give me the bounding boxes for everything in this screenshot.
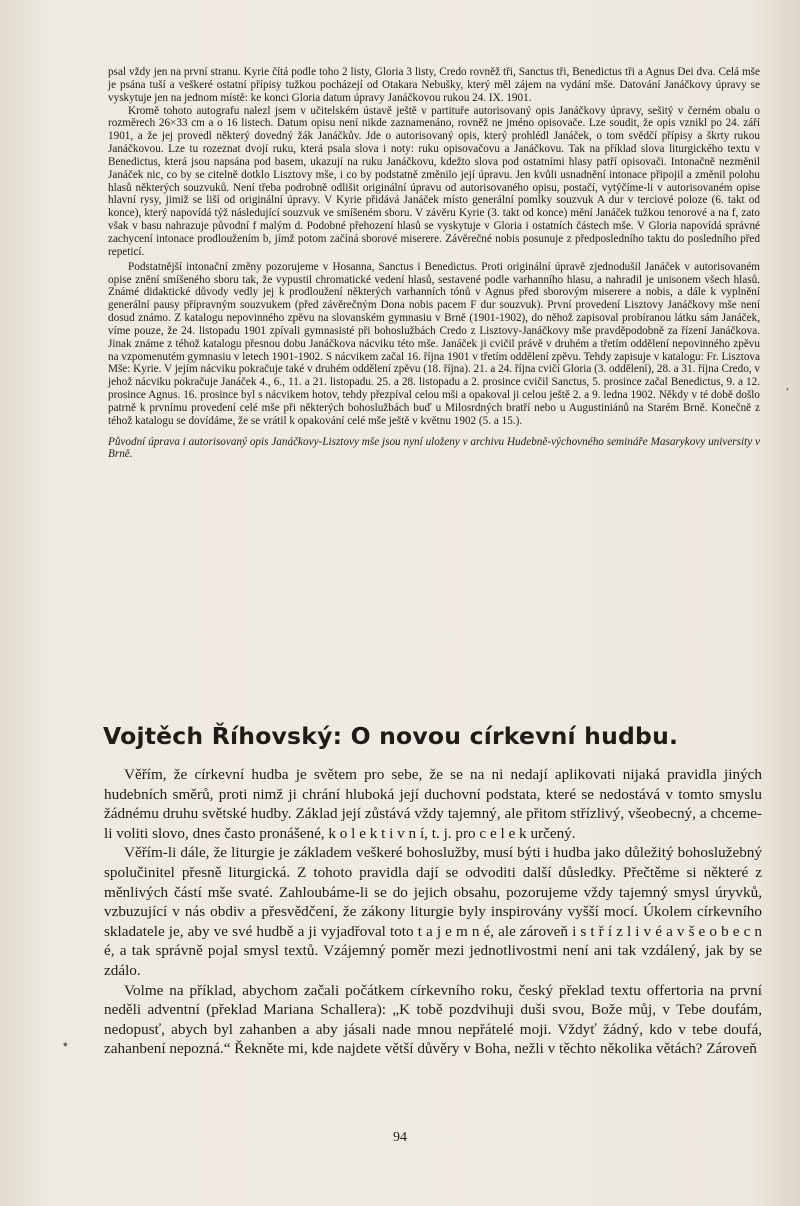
article-body: [104, 765, 762, 1059]
paragraph: Podstatnější intonační změny pozorujeme v Hosanna, Sanctus i Benedictus. Proti originální úpravě zjednodušil Janáček v autorisovaném opise znění smíšeného sboru tak, že vypustil chromatické vedení hlasů, sestavené podle varhanního hlasu, a nahradil je unisonem všech hlasů. Známé didaktické důvody vedly jej k prodloužení některých varhanních tónů v Agnus před sborovým miserere a nobis, a dále k vyplnění generální pausy přípravným souzvukem (před závěrečným Dona nobis pacem F dur souzvuk). První provedení Lisztovy Janáčkovy mše není dosud známo. Z katalogu nepovinného zpěvu na slovanském gymnasiu v Brně (1901-1902), do něhož zapisoval probíranou látku sám Janáček, víme pouze, že 24. listopadu 1901 zpívali gymnasisté při bohoslužbách Credo z Lisztovy-Janáčkovy mše pravděpodobně za řízení Janáčkova. Jinak známe z téhož katalogu přesnou dobu Janáčkova nácviku této mše. Janáček ji cvičil právě v druhém a třetím oddělení nepovinného zpěvu na vzpomenutém gymnasiu v letech 1901-1902. S nácvikem začal 16. října 1901 v třetím oddělení zpěvu. Tehdy zapisuje v katalogu: Fr. Lisztova Mše: Kyrie. V jejím nácviku pokračuje také v druhém oddělení zpěvu (18. října). 21. a 24. října cvičí Gloria (3. oddělení), 28. a 31. října Credo, v jehož nácviku pokračuje Janáček 4., 6., 11. a 21. listopadu. 25. a 28. listopadu a 2. prosince cvičil Sanctus, 5. prosince začal Benedictus, 9. a 12. prosince Agnus. 16. prosince byl s nácvikem hotov, tehdy přezpíval celou mši a opakoval ji celou ještě 2. a 9. ledna 1902. Někdy v té době došlo patrně k prvnímu provedení celé mše při některých bohoslužbách buď u Milosrdných bratří nebo u Augustiniánů na Starém Brně. Konečně z téhož katalogu se dovídáme, že se vrátil k opakování celé mše ještě v květnu 1902 (5. a 15.).: [108, 260, 761, 427]
paragraph: psal vždy jen na první stranu. Kyrie čítá podle toho 2 listy, Gloria 3 listy, Credo rovněž tři, Sanctus tři, Benedictus tři a Agnus Dei dva. Celá mše je psána tuší a veškeré ostatní přípisy tužkou pocházejí od Otakara Nebušky, který měl zájem na vydání mše. Datování Janáčkovy úpravy se vyskytuje jen na jednom místě: ke konci Gloria datum úpravy Janáčkovou rukou 24. IX. 1901.: [108, 66, 760, 104]
paragraph: Věřím, že církevní hudba je světem pro sebe, že se na ni nedají aplikovati nijaká pravidla jiných hudebních směrů, proti nimž ji chrání hluboká její duchovní podstata, které se nedostává v tomto smyslu žádnému druhu světské hudby. Základ její zůstává vždy tajemný, ale přitom střízlivý, všeobecný, a chceme-li voliti slovo, dnes často pronášené, k o l e k t i v n í, t. j. pro c e l e k určený.: [104, 766, 762, 842]
previous-article-text: [108, 66, 760, 461]
paragraph: Volme na příklad, abychom začali počátkem církevního roku, český překlad textu offertoria na první neděli adventní (překlad Mariana Schallera): „K tobě pozdvihuji duši svou, Bože můj, v Tebe doufám, nedopusť, abych byl zahanben a aby jásali nade mnou nepřátelé moji. Vždyť žádný, kdo v tebe doufá, zahanbení nepozná.“ Řekněte mi, kde najdete větší důvěry v Boha, nežli v těchto několika větách? Zároveň: [104, 981, 762, 1058]
margin-mark: ٭: [62, 1037, 69, 1051]
margin-mark: ,: [786, 378, 789, 392]
article-heading: Vojtěch Říhovský: O novou církevní hudbu.: [103, 722, 679, 750]
paragraph: Kromě tohoto autografu nalezl jsem v učitelském ústavě ještě v partituře autorisovaný opis Janáčkovy úpravy, sešitý v černém obalu o rozměrech 26×33 cm a o 16 listech. Datum opisu není nikde zaznamenáno, rovněž ne jméno opisovače. Lze soudit, že opis vznikl po 24. září 1901, a že jej provedl některý dovedný žák Janáčkův. Jde o autorisovaný opis, který prohlédl Janáček, o tom svědčí přípisy a škrty rukou Janáčkovou. Lze tu rozeznat dvojí ruku, která psala slova i noty: ruku opisovačovu a Janáčkovu. Tak na příklad slova liturgického textu v Benedictus, která jsou napsána pod basem, ukazují na ruku Janáčkovu, kdežto slova pod ostatními hlasy patří opisovači. Intonačně nezměnil Janáček nic, co by se citelně dotklo Lisztovy mše, i co by podstatně změnilo její úpravu. Jen kvůli usnadnění intonace připojil a změnil polohu hlasů některých souzvuků. Není třeba podrobně odlišit originální úpravu od autorisovaného opisu, postačí, vytýčíme-li v autorisovaném opise hlavní rysy, jimiž se liší od originální úpravy. V Kyrie přidává Janáček místo generální pomlky souzvuk A dur v terciové poloze (6. takt od konce), který napovídá týž následující souzvuk ve smíšeném sboru. V závěru Kyrie (3. takt od konce) mění Janáček tužkou tenorové a na f, zato však v basu nahrazuje původní f malým d. Podobné přehození hlasů se vyskytuje v Gloria i ostatních částech mše. V Gloria napovídá správné zachycení intonace prodloužením b, jímž potom začíná sborové miserere. Závěrečné nobis posunuje z předposledního taktu do posledního před repeticí.: [108, 104, 760, 258]
archive-note: Původní úprava i autorisovaný opis Janáčkovy-Lisztovy mše jsou nyní uloženy v archivu Hudebně-výchovného semináře Masarykovy university v Brně.: [108, 435, 760, 461]
page-number: 94: [393, 1130, 407, 1145]
paragraph: Věřím-li dále, že liturgie je základem veškeré bohoslužby, musí býti i hudba jako důležitý bohoslužebný spolučinitel přesně liturgická. Z tohoto pravidla dají se odvoditi další důsledky. Přečtěme si některé z měnlivých částí mše svaté. Zahloubáme-li se do jejich obsahu, pozorujeme vždy tajemný smysl úryvků, vzbuzující v nás obdiv a přesvědčení, že zákony liturgie byly inspirovány vyšší mocí. Úkolem církevního skladatele je, aby ve své hudbě a ji vyjadřoval toto t a j e m n é, ale zároveň i s t ř í z l i v é a v š e o b e c n é, a tak správně pojal smysl textů. Vzájemný poměr mezi jednotlivostmi není ani tak vzdálený, jak by se zdálo.: [104, 844, 762, 979]
